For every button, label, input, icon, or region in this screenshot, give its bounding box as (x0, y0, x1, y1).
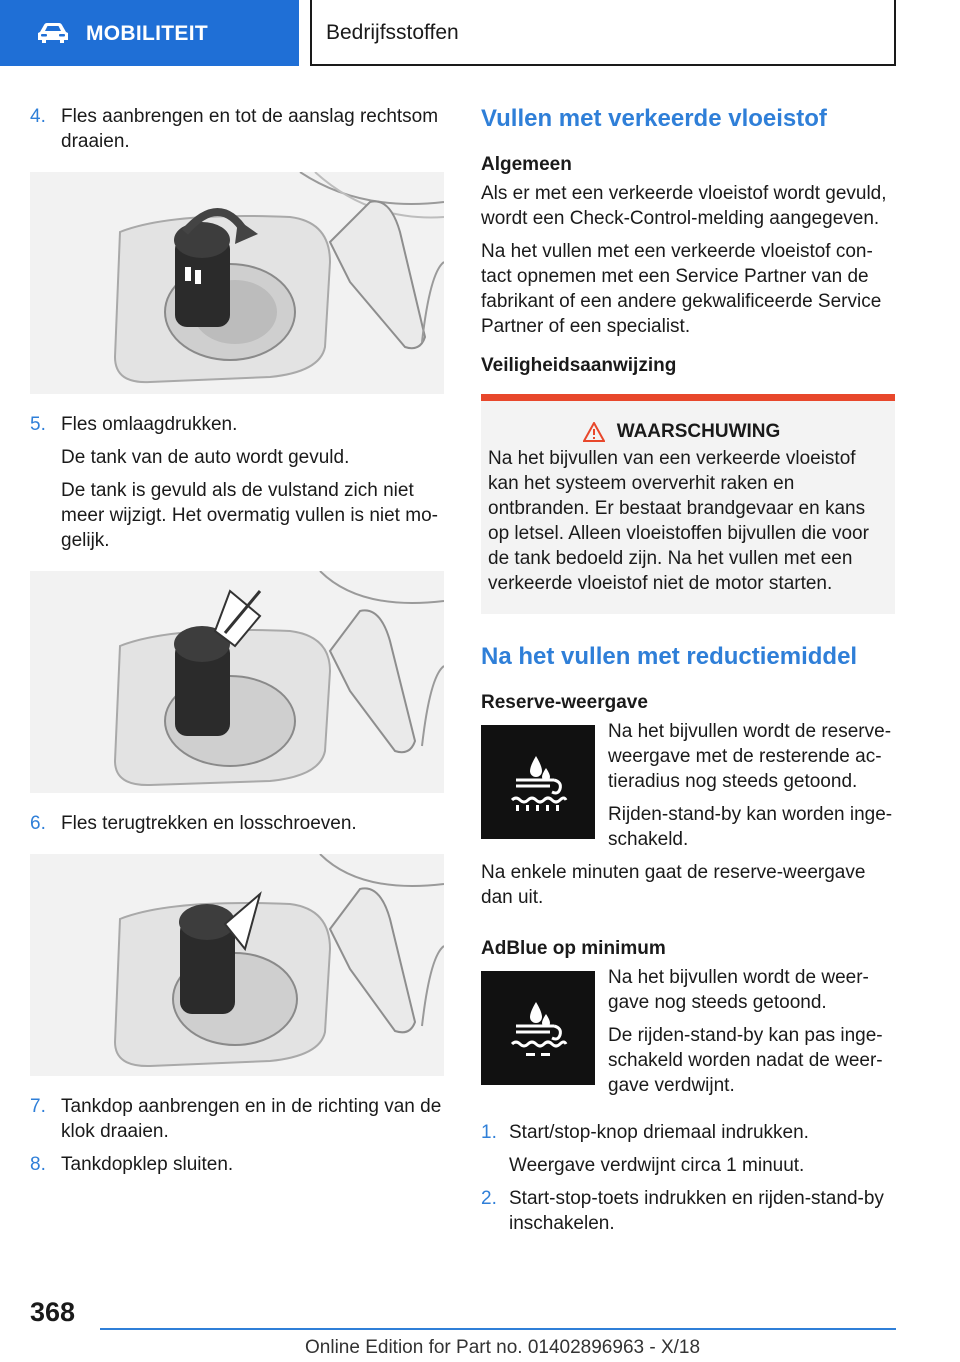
step-5 (30, 412, 444, 437)
step-text: Fles aanbrengen en tot de aanslag rechtsom draaien. (61, 106, 439, 152)
step-number: 1. (481, 1122, 497, 1143)
step-text: Tankdopklep sluiten. (61, 1154, 234, 1175)
right-column (481, 104, 895, 1244)
page-number: 368 (30, 1297, 76, 1327)
left-column (30, 104, 444, 1185)
subheading-safety: Veiligheidsaanwijzing (481, 355, 677, 376)
step-1-detail: Weergave verdwijnt circa 1 minuut. (509, 1155, 805, 1176)
step-text: Start-stop-toets indrukken en rijden-stand-by inschakelen. (509, 1188, 884, 1234)
chapter-title: Bedrijfsstoffen (326, 20, 459, 44)
step-5-detail-1: De tank van de auto wordt gevuld. (61, 447, 350, 468)
step-number: 4. (30, 106, 46, 127)
step-4 (30, 104, 444, 154)
paragraph-general-2: Na het vullen met een verkeerde vloeistof con-tact opnemen met een Service Partner van de fabrikant of een andere gekwalificeerde Service Partner of een specialist. (481, 241, 882, 337)
step-5-detail-2: De tank is gevuld als de vulstand zich niet meer wijzigt. Het overmatig vullen is niet mo-gelijk. (61, 480, 438, 551)
warning-header (488, 419, 887, 444)
step-text: Start/stop-knop driemaal indrukken. (509, 1122, 809, 1143)
photo-bottle-unscrew (30, 854, 444, 1076)
minimum-display-text (608, 965, 895, 1106)
heading-wrong-fluid: Vullen met verkeerde vloeistof (481, 105, 827, 132)
subheading-reserve: Reserve-weergave (481, 692, 648, 713)
step-8 (30, 1152, 444, 1177)
paragraph-reserve-2: Rijden-stand-by kan worden inge-schakeld. (608, 804, 893, 850)
step-number: 7. (30, 1096, 46, 1117)
warning-triangle-icon (583, 422, 605, 442)
step-number: 6. (30, 813, 46, 834)
step-number: 5. (30, 414, 46, 435)
reserve-display-text (608, 719, 895, 860)
warning-text: Na het bijvullen van een verkeerde vloeistof kan het systeem oververhit raken en ontbranden. Er bestaat brandgevaar en kans op letsel. Alleen vloeistoffen bijvullen die voor de tank bedoeld zijn. Na het vullen met een verkeerde vloeistof niet de motor starten. (488, 448, 869, 594)
step-1 (481, 1120, 895, 1145)
section-title: MOBILITEIT (86, 21, 208, 45)
paragraph-reserve-3: Na enkele minuten gaat de reserve-weergave dan uit. (481, 862, 866, 908)
step-number: 2. (481, 1188, 497, 1209)
section-tab[interactable] (0, 0, 299, 66)
paragraph-minimum-2: De rijden-stand-by kan pas inge-schakeld worden nadat de weer-gave verdwijnt. (608, 1025, 883, 1096)
minimum-indicator-icon (481, 971, 595, 1085)
reserve-indicator-icon (481, 725, 595, 839)
edition-text: Online Edition for Part no. 01402896963 - X/18 (305, 1337, 701, 1358)
step-text: Tankdop aanbrengen en in de richting van de klok draaien. (61, 1096, 442, 1142)
paragraph-reserve-1: Na het bijvullen wordt de reserve-weergave met de resterende ac-tieradius nog steeds getoond. (608, 721, 892, 792)
step-6 (30, 811, 444, 836)
warning-box (481, 394, 895, 614)
step-text: Fles terugtrekken en losschroeven. (61, 813, 357, 834)
step-2 (481, 1186, 895, 1236)
step-number: 8. (30, 1154, 46, 1175)
step-7 (30, 1094, 444, 1144)
paragraph-general-1: Als er met een verkeerde vloeistof wordt gevuld, wordt een Check-Control-melding aangegeven. (481, 183, 887, 229)
reserve-display-row (481, 719, 895, 860)
warning-title: WAARSCHUWING (616, 421, 781, 442)
car-icon (36, 22, 70, 44)
minimum-display-row (481, 965, 895, 1106)
subheading-general: Algemeen (481, 154, 572, 175)
chapter-header (310, 0, 896, 66)
heading-after-refill: Na het vullen met reductiemiddel (481, 643, 858, 670)
photo-bottle-screw (30, 172, 444, 394)
footer-divider (100, 1328, 896, 1330)
subheading-minimum: AdBlue op minimum (481, 938, 666, 959)
photo-bottle-push (30, 571, 444, 793)
paragraph-minimum-1: Na het bijvullen wordt de weer-gave nog steeds getoond. (608, 967, 869, 1013)
step-text: Fles omlaagdrukken. (61, 414, 238, 435)
